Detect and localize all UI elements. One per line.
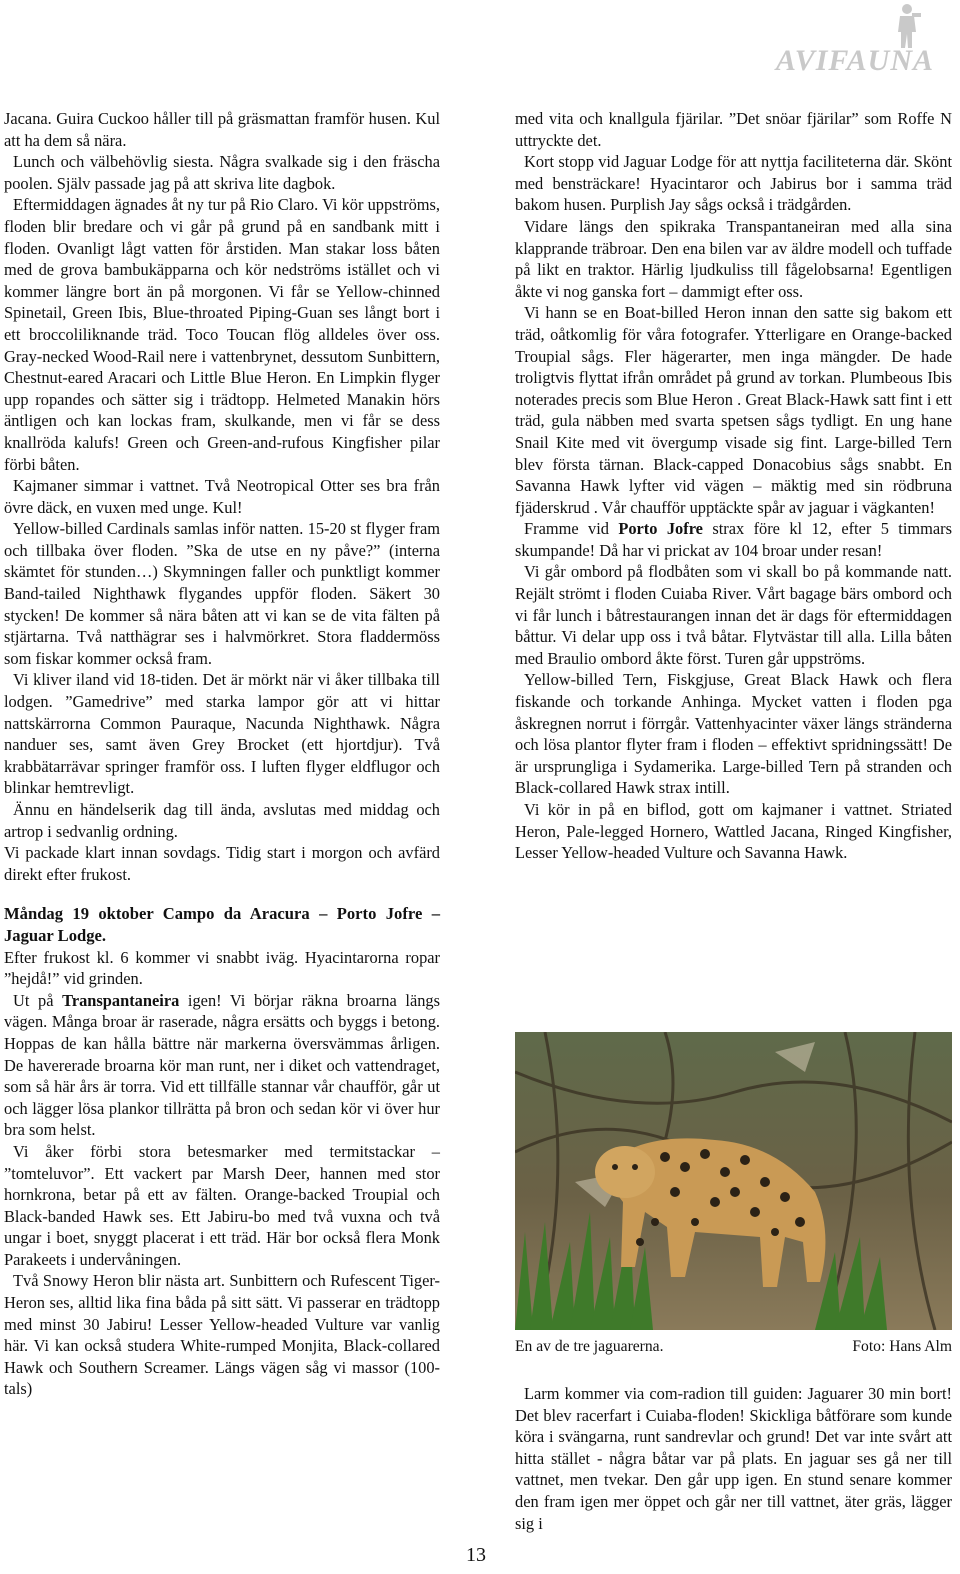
paragraph: Vi åker förbi stora betesmarker med termitstackar – ”tomteluvor”. Ett vackert par Marsh Deer, hannen med stor hornkrona, betar på ett av fälten. Orange-backed Troupial och Black-banded Hawk ses. Ett Jabiru-bo med två vuxna och två ungar i boet, snyggt placerat i ett träd. Här bor också flera Monk Parakeets i undervåningen. [4, 1141, 440, 1269]
jaguar-photo [515, 1032, 952, 1330]
paragraph: Jacana. Guira Cuckoo håller till på gräsmattan framför husen. Kul att ha dem så nära. [4, 109, 440, 150]
paragraph: Yellow-billed Cardinals samlas inför natten. 15-20 st flyger fram och tillbaka över floden. ”Ska de utse en ny påve?” (interna skämtet för stunden…) Skymningen faller och punktligt kommer Band-tailed Nighthawk flygandes uppför floden. Säkert 30 stycken! De kommer så nära båten att vi kan se de vita fälten på stjärtarna. Två natthägrar ses i halvmörkret. Stora fladdermöss som fiskar kommer också fram. [4, 519, 440, 668]
paragraph: Yellow-billed Tern, Fiskgjuse, Great Black Hawk och flera fiskande och torkande Anhinga. Mycket vatten i floden pga åskregnen norrut i förrgår. Vattenhyacinter växer längs stränderna och lösa plantor flyter fram i floden – effektivt spridningssätt! De är ursprungliga i Sydamerika. Large-billed Tern på stranden och Black-collared Hawk strax intill. [515, 670, 952, 798]
paragraph: Vi hann se en Boat-billed Heron innan den satte sig bakom ett träd, oåtkomlig för våra fotografer. Ytterligare en Orange-backed Troupial sågs. Fler hägerarter, men inga mängder. De hade troligtvis flyttat ifrån området på grund av torkan. Plumbeous Ibis noterades precis som Blue Heron . Great Black-Hawk satt fint i ett träd, gula näbben med svarta spetsen sågs tydligt. En ung hane Snail Kite med vit övergump visade sig fint. Large-billed Tern blev första tärnan. Black-capped Donacobius sågs snabbt. En Savanna Hawk lyfter vid vägen – mäktig med sin rödbruna fjäderskrud . Vår chaufför upptäckte spår av jaguar i vägkanten! [515, 303, 952, 517]
paragraph: Vi kör in på en biflod, gott om kajmaner i vattnet. Striated Heron, Pale-legged Hornero, Wattled Jacana, Ringed Kingfisher, Lesser Yellow-headed Vulture och Savanna Hawk. [515, 800, 952, 863]
paragraph: Vidare längs den spikraka Transpantaneiran med alla sina klapprande träbroar. Den ena bilen var av äldre modell och tuffade på likt en traktor. Härlig ljudkuliss till fågelobsarna! Egentligen åkte vi nog ganska fort – dammigt efter oss. [515, 216, 952, 301]
place-name: Porto Jofre [618, 519, 703, 539]
paragraph: Kajmaner simmar i vattnet. Två Neotropical Otter ses bra från övre däck, en vuxen med unge. Kul! [4, 476, 440, 517]
paragraph: med vita och knallgula fjärilar. ”Det snöar fjärilar” som Roffe N uttryckte det. [515, 109, 952, 150]
paragraph [515, 518, 952, 561]
paragraph: Larm kommer via com-radion till guiden: Jaguarer 30 min bort! Det blev racerfart i Cuiaba-floden! Skickliga båtförare som kunde köra i svängarna, runt sandrevlar och grund! Det var inte svårt att hitta stället - några båtar var på plats. En jaguar ses gå ner till vattnet, men tvekar. Den går upp igen. En stund senare kommer den fram igen mer öppet och går ner till vattnet, äter gräs, lägger sig i [515, 1384, 952, 1533]
caption-text: En av de tre jaguarerna. [515, 1338, 664, 1355]
left-column [4, 108, 440, 1400]
paragraph: Lunch och välbehövlig siesta. Några svalkade sig i den fräscha poolen. Själv passade jag på att skriva lite dagbok. [4, 152, 440, 193]
right-column-continued [515, 1383, 952, 1534]
paragraph: Vi packade klart innan sovdags. Tidig start i morgon och avfärd direkt efter frukost. [4, 843, 440, 884]
birdwatcher-figure-icon [886, 2, 926, 50]
paragraph [4, 990, 440, 1141]
photo-credit: Foto: Hans Alm [852, 1338, 952, 1355]
day-heading: Måndag 19 oktober Campo da Aracura – Porto Jofre – Jaguar Lodge. [4, 904, 440, 945]
logo-text: AVIFAUNA [775, 44, 934, 77]
paragraph: Vi kliver iland vid 18-tiden. Det är mörkt när vi åker tillbaka till lodgen. ”Gamedrive” med starka lampor gör att vi hittar nattskärrorna Common Pauraque, Nacunda Nighthawk. Några nanduer ses, samt även Grey Brocket (ett hjortdjur). Två krabbätarrävar springer framför oss. I luften flyger eldflugor och blinkar hemtrevligt. [4, 670, 440, 798]
paragraph: Kort stopp vid Jaguar Lodge för att nyttja faciliteterna där. Skönt med bensträckare! Hyacintaror och Jabirus bor i samma träd bakom husen. Purplish Jay sågs också i trädgården. [515, 152, 952, 215]
right-column [515, 108, 952, 864]
text: strax före kl 12, efter 5 timmars skumpande! Då har vi prickat av 104 broar under resan! [515, 519, 953, 560]
text: Framme vid [524, 519, 619, 539]
text: Ut på [13, 990, 63, 1010]
paragraph: Vi går ombord på flodbåten som vi skall bo på kommande natt. Rejält strömt i floden Cuiaba River. Vårt bagage bärs ombord och vi får lunch i båtrestaurangen innan det är dags för eftermiddagen båttur. Vi delar upp oss i två båtar. Flytvästar till alla. Lilla båten med Braulio ombord åkte först. Turen går uppströms. [515, 562, 952, 668]
paragraph: Efter frukost kl. 6 kommer vi snabbt iväg. Hyacintarorna ropar ”hejdå!” vid grinden. [4, 947, 440, 989]
paragraph: Ännu en händelserik dag till ända, avslutas med middag och artrop i sedvanlig ordning. [4, 800, 440, 841]
page-number: 13 [466, 1544, 486, 1566]
text: igen! Vi börjar räkna broarna längs vägen. Många broar är raserade, några ersätts och byggs i betong. Hoppas de kan hålla bättre när markerna översvämmas årligen. De havererade broarna kör man runt, ner i diket och vattendraget, som så här års är torra. Vid ett tillfälle stannar vår chaufför, går ut och lägger lösa plankor tillrätta på bron och sedan kör vi över hur bra som helst. [4, 990, 440, 1140]
avifauna-logo [724, 2, 934, 82]
place-name: Transpantaneira [62, 990, 180, 1010]
jaguar-photo-illustration [515, 1032, 952, 1330]
paragraph: Eftermiddagen ägnades åt ny tur på Rio Claro. Vi kör uppströms, floden blir bredare och vi går på grund på en sandbank mitt i floden. Ovanligt lågt vatten för årstiden. Man stakar loss båten med de grova bambukäpparna och kör nedströms istället och vi kommer längre bort än på morgonen. Vi får se Yellow-chinned Spinetail, Green Ibis, Blue-throated Piping-Guan ses långt bort i ett broccoliliknande träd. Toco Toucan flög alldeles över oss. Gray-necked Wood-Rail nere i vattenbrynet, dessutom Sunbittern, Chestnut-eared Aracari och Little Blue Heron. En Limpkin flyger upp ropandes och sätter sig i trädtopp. Helmeted Manakin hörs äntligen och kan lockas fram, skulkande, men vi får se dess knallröda kalufs! Green och Green-and-rufous Kingfisher pilar förbi båten. [4, 195, 440, 474]
paragraph: Två Snowy Heron blir nästa art. Sunbittern och Rufescent Tiger-Heron ses, alltid lika fina båda på sitt sätt. Vi passerar en trädtopp med minst 30 Jabiru! Lesser Yellow-headed Vulture var vanlig här. Vi kan också studera White-rumped Monjita, Black-collared Hawk och Southern Screamer. Längs vägen såg vi massor (100-tals) [4, 1271, 440, 1399]
